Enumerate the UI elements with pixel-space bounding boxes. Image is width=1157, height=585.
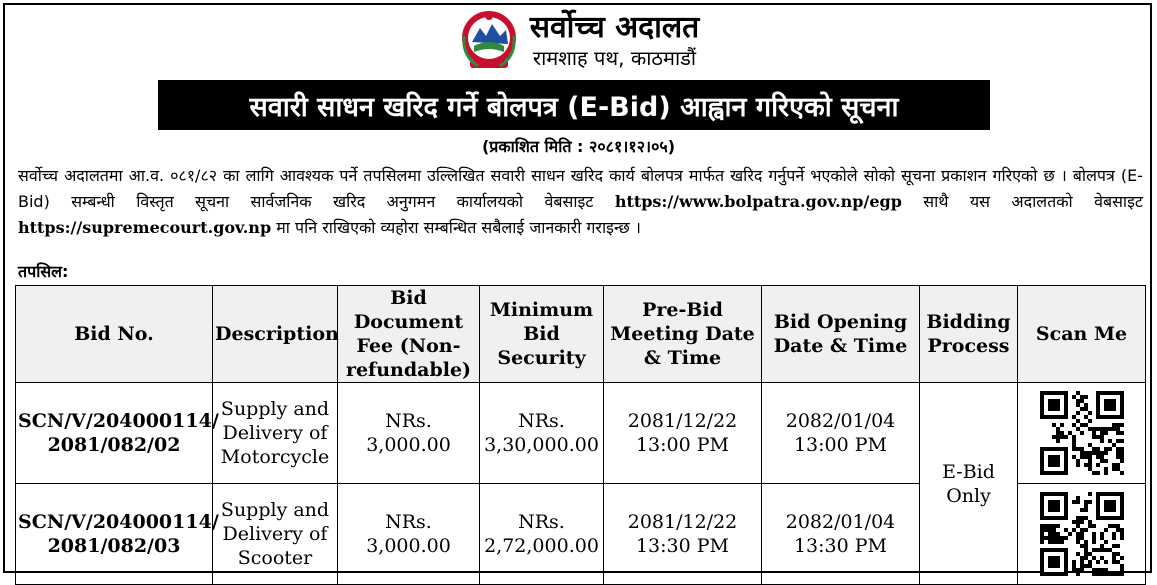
- fee-amount: 3,000.00: [366, 535, 451, 557]
- header-opening: Bid Opening Date & Time: [762, 286, 920, 383]
- tapsil-label: तपसिल:: [18, 262, 69, 281]
- bid-no-cell: [16, 484, 219, 585]
- header-fee: Bid Document Fee (Non-refundable): [338, 286, 480, 383]
- opening-time: 13:00 PM: [793, 434, 888, 456]
- qr-cell: [1018, 484, 1146, 585]
- fee-currency: NRs.: [385, 511, 432, 533]
- court-name: सर्वोच्च अदालत: [529, 10, 700, 45]
- prebid-date: 2081/12/22: [627, 511, 738, 533]
- security-amount: 2,72,000.00: [484, 535, 599, 557]
- qr-cell: [1018, 383, 1146, 484]
- description-cell: Supply and Delivery of Motorcycle: [213, 383, 338, 484]
- nepal-emblem-icon: [458, 8, 520, 74]
- opening-cell: [762, 484, 920, 585]
- prebid-time: 13:00 PM: [635, 434, 730, 456]
- header-description: Description: [213, 286, 338, 383]
- body-text-1: सर्वोच्च अदालतमा आ.व. ०८१/८२ का लागि आवश्यक पर्ने तपसिलमा उल्लिखित सवारी साधन खरिद कार्य बोलपत्र मार्फत खरिद गर्नुपर्ने भएकोले सोको सूचना प्रकाशन गरिएको छ । बोलपत्र (E-Bid) सम्बन्धी विस्तृत सूचना सार्वजनिक खरिद अनुगमन कार्यालयको वेबसाइट: [18, 166, 1143, 211]
- bid-no-line-2: 2081/082/03: [47, 535, 181, 557]
- table-header-row: [16, 286, 1146, 383]
- prebid-time: 13:30 PM: [635, 535, 730, 557]
- opening-cell: [762, 383, 920, 484]
- header-bid-no: Bid No.: [16, 286, 213, 383]
- prebid-cell: [604, 484, 762, 585]
- security-cell: [480, 383, 604, 484]
- security-currency: NRs.: [518, 410, 565, 432]
- bid-no-line-1: SCN/V/204000114/: [18, 410, 219, 432]
- body-text-2: साथै यस अदालतको वेबसाइट: [901, 192, 1143, 211]
- description-cell: Supply and Delivery of Scooter: [213, 484, 338, 585]
- table-row: [16, 383, 1146, 484]
- body-text-3: मा पनि राखिएको व्यहोरा सम्बन्धित सबैलाई जानकारी गराइन्छ ।: [271, 218, 641, 237]
- bolpatra-link[interactable]: https://www.bolpatra.gov.np/egp: [614, 192, 902, 211]
- header-security: Minimum Bid Security: [480, 286, 604, 383]
- fee-cell: [338, 484, 480, 585]
- court-address: रामशाह पथ, काठमाडौं: [532, 46, 697, 70]
- bidding-process-cell: E-Bid Only: [920, 383, 1018, 585]
- qr-code-icon[interactable]: [1040, 492, 1124, 576]
- security-cell: [480, 484, 604, 585]
- bid-no-line-2: 2081/082/02: [47, 434, 181, 456]
- supremecourt-link[interactable]: https://supremecourt.gov.np: [18, 218, 272, 237]
- header-scan: Scan Me: [1018, 286, 1146, 383]
- bid-no-line-1: SCN/V/204000114/: [18, 511, 219, 533]
- opening-date: 2082/01/04: [785, 511, 896, 533]
- fee-cell: [338, 383, 480, 484]
- notice-header: [0, 8, 1157, 74]
- security-currency: NRs.: [518, 511, 565, 533]
- header-prebid: Pre-Bid Meeting Date & Time: [604, 286, 762, 383]
- header-process: Bidding Process: [920, 286, 1018, 383]
- notice-title: सवारी साधन खरिद गर्ने बोलपत्र (E-Bid) आह्वान गरिएको सूचना: [158, 80, 990, 130]
- security-amount: 3,30,000.00: [484, 434, 599, 456]
- qr-code-icon[interactable]: [1040, 391, 1124, 475]
- opening-time: 13:30 PM: [793, 535, 888, 557]
- notice-body: [18, 163, 1143, 241]
- fee-currency: NRs.: [385, 410, 432, 432]
- bid-no-cell: [16, 383, 219, 484]
- bid-table: [15, 285, 1146, 585]
- prebid-cell: [604, 383, 762, 484]
- published-date: (प्रकाशित मिति : २०८१।१२।०५): [481, 137, 676, 156]
- fee-amount: 3,000.00: [366, 434, 451, 456]
- opening-date: 2082/01/04: [785, 410, 896, 432]
- prebid-date: 2081/12/22: [627, 410, 738, 432]
